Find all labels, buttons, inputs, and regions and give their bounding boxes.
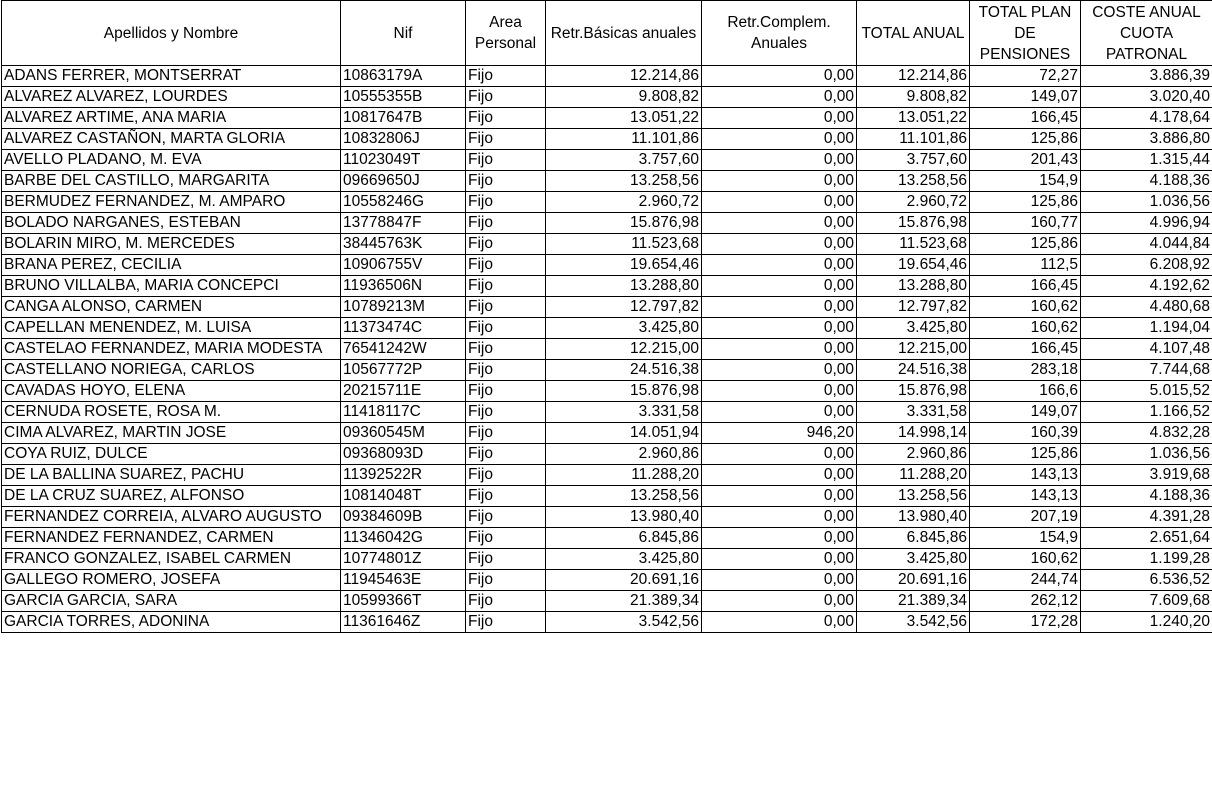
table-row — [2, 402, 1212, 423]
table-row — [2, 486, 1212, 507]
cell-complem: 0,00 — [702, 381, 857, 402]
cell-plan: 125,86 — [970, 129, 1081, 150]
cell-nif: 10906755V — [341, 255, 466, 276]
cell-nombre: COYA RUIZ, DULCE — [2, 444, 341, 465]
cell-nif: 11023049T — [341, 150, 466, 171]
cell-nombre: BERMUDEZ FERNANDEZ, M. AMPARO — [2, 192, 341, 213]
cell-nif: 11373474C — [341, 318, 466, 339]
cell-complem: 0,00 — [702, 87, 857, 108]
cell-complem: 0,00 — [702, 297, 857, 318]
cell-complem: 0,00 — [702, 549, 857, 570]
table-header — [2, 1, 1212, 66]
cell-coste: 6.536,52 — [1081, 570, 1212, 591]
cell-nif: 10555355B — [341, 87, 466, 108]
cell-coste: 1.240,20 — [1081, 612, 1212, 633]
cell-nif: 20215711E — [341, 381, 466, 402]
cell-nif: 10814048T — [341, 486, 466, 507]
cell-nif: 11392522R — [341, 465, 466, 486]
cell-complem: 0,00 — [702, 108, 857, 129]
cell-total: 11.101,86 — [857, 129, 970, 150]
cell-total: 24.516,38 — [857, 360, 970, 381]
cell-area: Fijo — [466, 276, 546, 297]
header-nombre: Apellidos y Nombre — [2, 1, 341, 66]
cell-nombre: CAVADAS HOYO, ELENA — [2, 381, 341, 402]
cell-nombre: FERNANDEZ FERNANDEZ, CARMEN — [2, 528, 341, 549]
cell-area: Fijo — [466, 171, 546, 192]
cell-nombre: CASTELLANO NORIEGA, CARLOS — [2, 360, 341, 381]
cell-total: 13.258,56 — [857, 486, 970, 507]
cell-coste: 4.044,84 — [1081, 234, 1212, 255]
table-row — [2, 297, 1212, 318]
cell-nif: 10599366T — [341, 591, 466, 612]
header-complem: Retr.Complem. Anuales — [702, 1, 857, 66]
cell-complem: 946,20 — [702, 423, 857, 444]
cell-basicas: 9.808,82 — [546, 87, 702, 108]
cell-area: Fijo — [466, 465, 546, 486]
table-row — [2, 213, 1212, 234]
cell-plan: 160,39 — [970, 423, 1081, 444]
cell-nombre: GARCIA GARCIA, SARA — [2, 591, 341, 612]
cell-nombre: GALLEGO ROMERO, JOSEFA — [2, 570, 341, 591]
cell-basicas: 12.797,82 — [546, 297, 702, 318]
cell-plan: 166,6 — [970, 381, 1081, 402]
cell-nombre: GARCIA TORRES, ADONINA — [2, 612, 341, 633]
cell-nombre: CIMA ALVAREZ, MARTIN JOSE — [2, 423, 341, 444]
cell-plan: 72,27 — [970, 66, 1081, 87]
cell-coste: 4.192,62 — [1081, 276, 1212, 297]
cell-nif: 09360545M — [341, 423, 466, 444]
cell-plan: 154,9 — [970, 528, 1081, 549]
cell-basicas: 3.757,60 — [546, 150, 702, 171]
cell-basicas: 13.258,56 — [546, 486, 702, 507]
table-row — [2, 528, 1212, 549]
cell-nombre: ALVAREZ ALVAREZ, LOURDES — [2, 87, 341, 108]
cell-plan: 207,19 — [970, 507, 1081, 528]
cell-total: 6.845,86 — [857, 528, 970, 549]
cell-complem: 0,00 — [702, 129, 857, 150]
table-row — [2, 612, 1212, 633]
cell-total: 11.288,20 — [857, 465, 970, 486]
cell-total: 12.797,82 — [857, 297, 970, 318]
cell-nif: 10789213M — [341, 297, 466, 318]
cell-nombre: ALVAREZ ARTIME, ANA MARIA — [2, 108, 341, 129]
cell-basicas: 13.288,80 — [546, 276, 702, 297]
table-row — [2, 276, 1212, 297]
cell-complem: 0,00 — [702, 486, 857, 507]
cell-basicas: 6.845,86 — [546, 528, 702, 549]
cell-area: Fijo — [466, 507, 546, 528]
cell-basicas: 11.288,20 — [546, 465, 702, 486]
cell-complem: 0,00 — [702, 402, 857, 423]
cell-nif: 09669650J — [341, 171, 466, 192]
table-row — [2, 171, 1212, 192]
cell-coste: 3.886,80 — [1081, 129, 1212, 150]
cell-basicas: 13.051,22 — [546, 108, 702, 129]
cell-total: 19.654,46 — [857, 255, 970, 276]
table-row — [2, 549, 1212, 570]
table-row — [2, 150, 1212, 171]
table-row — [2, 423, 1212, 444]
cell-plan: 160,62 — [970, 297, 1081, 318]
cell-coste: 2.651,64 — [1081, 528, 1212, 549]
cell-coste: 4.178,64 — [1081, 108, 1212, 129]
cell-plan: 160,62 — [970, 549, 1081, 570]
cell-plan: 262,12 — [970, 591, 1081, 612]
table-row — [2, 507, 1212, 528]
cell-total: 3.425,80 — [857, 549, 970, 570]
cell-basicas: 13.258,56 — [546, 171, 702, 192]
cell-coste: 3.886,39 — [1081, 66, 1212, 87]
cell-area: Fijo — [466, 402, 546, 423]
cell-complem: 0,00 — [702, 318, 857, 339]
cell-nombre: CASTELAO FERNANDEZ, MARIA MODESTA — [2, 339, 341, 360]
header-row — [2, 1, 1212, 66]
cell-nif: 38445763K — [341, 234, 466, 255]
cell-area: Fijo — [466, 150, 546, 171]
cell-nombre: FRANCO GONZALEZ, ISABEL CARMEN — [2, 549, 341, 570]
cell-area: Fijo — [466, 381, 546, 402]
cell-basicas: 14.051,94 — [546, 423, 702, 444]
header-total: TOTAL ANUAL — [857, 1, 970, 66]
table-row — [2, 465, 1212, 486]
cell-basicas: 11.523,68 — [546, 234, 702, 255]
cell-complem: 0,00 — [702, 570, 857, 591]
header-plan: TOTAL PLAN DE PENSIONES — [970, 1, 1081, 66]
cell-area: Fijo — [466, 318, 546, 339]
cell-coste: 1.315,44 — [1081, 150, 1212, 171]
cell-area: Fijo — [466, 297, 546, 318]
cell-plan: 112,5 — [970, 255, 1081, 276]
header-coste: COSTE ANUAL CUOTA PATRONAL — [1081, 1, 1212, 66]
cell-basicas: 3.425,80 — [546, 549, 702, 570]
cell-area: Fijo — [466, 549, 546, 570]
cell-plan: 154,9 — [970, 171, 1081, 192]
table-row — [2, 591, 1212, 612]
cell-coste: 4.391,28 — [1081, 507, 1212, 528]
cell-nombre: CANGA ALONSO, CARMEN — [2, 297, 341, 318]
cell-total: 13.258,56 — [857, 171, 970, 192]
cell-basicas: 2.960,86 — [546, 444, 702, 465]
cell-nombre: BARBE DEL CASTILLO, MARGARITA — [2, 171, 341, 192]
table-row — [2, 570, 1212, 591]
cell-area: Fijo — [466, 570, 546, 591]
table-body — [2, 66, 1212, 633]
cell-coste: 4.832,28 — [1081, 423, 1212, 444]
cell-area: Fijo — [466, 87, 546, 108]
cell-total: 13.051,22 — [857, 108, 970, 129]
cell-total: 15.876,98 — [857, 213, 970, 234]
cell-nombre: CAPELLAN MENENDEZ, M. LUISA — [2, 318, 341, 339]
cell-complem: 0,00 — [702, 339, 857, 360]
cell-total: 13.980,40 — [857, 507, 970, 528]
cell-basicas: 12.214,86 — [546, 66, 702, 87]
cell-nif: 10817647B — [341, 108, 466, 129]
cell-total: 12.215,00 — [857, 339, 970, 360]
cell-nif: 09368093D — [341, 444, 466, 465]
cell-complem: 0,00 — [702, 591, 857, 612]
cell-total: 9.808,82 — [857, 87, 970, 108]
cell-nif: 76541242W — [341, 339, 466, 360]
cell-coste: 6.208,92 — [1081, 255, 1212, 276]
table-row — [2, 444, 1212, 465]
cell-plan: 283,18 — [970, 360, 1081, 381]
cell-total: 15.876,98 — [857, 381, 970, 402]
header-nif: Nif — [341, 1, 466, 66]
cell-coste: 3.919,68 — [1081, 465, 1212, 486]
cell-total: 20.691,16 — [857, 570, 970, 591]
cell-coste: 1.166,52 — [1081, 402, 1212, 423]
table-row — [2, 192, 1212, 213]
cell-nif: 10832806J — [341, 129, 466, 150]
cell-plan: 166,45 — [970, 276, 1081, 297]
cell-nif: 11361646Z — [341, 612, 466, 633]
cell-complem: 0,00 — [702, 507, 857, 528]
cell-plan: 143,13 — [970, 486, 1081, 507]
cell-coste: 5.015,52 — [1081, 381, 1212, 402]
cell-coste: 4.480,68 — [1081, 297, 1212, 318]
cell-area: Fijo — [466, 66, 546, 87]
cell-basicas: 3.425,80 — [546, 318, 702, 339]
cell-plan: 149,07 — [970, 87, 1081, 108]
table-row — [2, 108, 1212, 129]
cell-plan: 160,62 — [970, 318, 1081, 339]
cell-plan: 172,28 — [970, 612, 1081, 633]
cell-complem: 0,00 — [702, 171, 857, 192]
cell-complem: 0,00 — [702, 360, 857, 381]
cell-total: 3.757,60 — [857, 150, 970, 171]
cell-coste: 1.199,28 — [1081, 549, 1212, 570]
cell-total: 2.960,72 — [857, 192, 970, 213]
cell-complem: 0,00 — [702, 192, 857, 213]
cell-complem: 0,00 — [702, 66, 857, 87]
cell-coste: 7.609,68 — [1081, 591, 1212, 612]
cell-area: Fijo — [466, 444, 546, 465]
cell-basicas: 21.389,34 — [546, 591, 702, 612]
cell-basicas: 24.516,38 — [546, 360, 702, 381]
cell-basicas: 2.960,72 — [546, 192, 702, 213]
cell-nombre: BRUNO VILLALBA, MARIA CONCEPCI — [2, 276, 341, 297]
cell-coste: 4.188,36 — [1081, 171, 1212, 192]
header-basicas: Retr.Básicas anuales — [546, 1, 702, 66]
cell-coste: 4.996,94 — [1081, 213, 1212, 234]
cell-nombre: DE LA CRUZ SUAREZ, ALFONSO — [2, 486, 341, 507]
cell-nombre: BOLADO NARGANES, ESTEBAN — [2, 213, 341, 234]
cell-area: Fijo — [466, 591, 546, 612]
cell-plan: 166,45 — [970, 339, 1081, 360]
cell-complem: 0,00 — [702, 528, 857, 549]
cell-nif: 11346042G — [341, 528, 466, 549]
cell-area: Fijo — [466, 192, 546, 213]
cell-total: 2.960,86 — [857, 444, 970, 465]
cell-total: 3.331,58 — [857, 402, 970, 423]
cell-plan: 125,86 — [970, 234, 1081, 255]
cell-plan: 201,43 — [970, 150, 1081, 171]
cell-complem: 0,00 — [702, 444, 857, 465]
cell-total: 3.542,56 — [857, 612, 970, 633]
cell-nif: 10863179A — [341, 66, 466, 87]
cell-area: Fijo — [466, 360, 546, 381]
cell-complem: 0,00 — [702, 465, 857, 486]
cell-total: 3.425,80 — [857, 318, 970, 339]
cell-basicas: 15.876,98 — [546, 213, 702, 234]
cell-complem: 0,00 — [702, 213, 857, 234]
cell-coste: 1.036,56 — [1081, 192, 1212, 213]
cell-plan: 125,86 — [970, 444, 1081, 465]
cell-nif: 11945463E — [341, 570, 466, 591]
cell-coste: 3.020,40 — [1081, 87, 1212, 108]
cell-area: Fijo — [466, 423, 546, 444]
table-row — [2, 87, 1212, 108]
cell-coste: 4.188,36 — [1081, 486, 1212, 507]
cell-coste: 1.194,04 — [1081, 318, 1212, 339]
cell-nif: 13778847F — [341, 213, 466, 234]
cell-plan: 149,07 — [970, 402, 1081, 423]
cell-area: Fijo — [466, 612, 546, 633]
table-row — [2, 360, 1212, 381]
cell-basicas: 3.331,58 — [546, 402, 702, 423]
table-row — [2, 234, 1212, 255]
header-area: Area Personal — [466, 1, 546, 66]
cell-total: 21.389,34 — [857, 591, 970, 612]
cell-nif: 11418117C — [341, 402, 466, 423]
cell-nombre: AVELLO PLADANO, M. EVA — [2, 150, 341, 171]
cell-basicas: 19.654,46 — [546, 255, 702, 276]
cell-total: 13.288,80 — [857, 276, 970, 297]
table-row — [2, 381, 1212, 402]
cell-area: Fijo — [466, 234, 546, 255]
cell-area: Fijo — [466, 528, 546, 549]
cell-complem: 0,00 — [702, 612, 857, 633]
cell-basicas: 11.101,86 — [546, 129, 702, 150]
cell-total: 14.998,14 — [857, 423, 970, 444]
cell-nif: 11936506N — [341, 276, 466, 297]
cell-nombre: CERNUDA ROSETE, ROSA M. — [2, 402, 341, 423]
cell-coste: 4.107,48 — [1081, 339, 1212, 360]
cell-nombre: FERNANDEZ CORREIA, ALVARO AUGUSTO — [2, 507, 341, 528]
table-row — [2, 318, 1212, 339]
table-row — [2, 255, 1212, 276]
cell-nif: 10774801Z — [341, 549, 466, 570]
salary-table — [1, 0, 1212, 633]
cell-complem: 0,00 — [702, 150, 857, 171]
cell-area: Fijo — [466, 486, 546, 507]
cell-complem: 0,00 — [702, 276, 857, 297]
cell-complem: 0,00 — [702, 234, 857, 255]
cell-nombre: BRANA PEREZ, CECILIA — [2, 255, 341, 276]
cell-area: Fijo — [466, 213, 546, 234]
cell-plan: 244,74 — [970, 570, 1081, 591]
cell-nombre: BOLARIN MIRO, M. MERCEDES — [2, 234, 341, 255]
cell-total: 12.214,86 — [857, 66, 970, 87]
cell-area: Fijo — [466, 255, 546, 276]
cell-plan: 160,77 — [970, 213, 1081, 234]
cell-basicas: 13.980,40 — [546, 507, 702, 528]
cell-nif: 10567772P — [341, 360, 466, 381]
cell-complem: 0,00 — [702, 255, 857, 276]
cell-nif: 10558246G — [341, 192, 466, 213]
cell-coste: 1.036,56 — [1081, 444, 1212, 465]
cell-nombre: ALVAREZ CASTAÑON, MARTA GLORIA — [2, 129, 341, 150]
cell-nombre: DE LA BALLINA SUAREZ, PACHU — [2, 465, 341, 486]
cell-area: Fijo — [466, 108, 546, 129]
cell-area: Fijo — [466, 339, 546, 360]
table-row — [2, 129, 1212, 150]
cell-plan: 166,45 — [970, 108, 1081, 129]
cell-plan: 143,13 — [970, 465, 1081, 486]
cell-area: Fijo — [466, 129, 546, 150]
cell-total: 11.523,68 — [857, 234, 970, 255]
cell-basicas: 15.876,98 — [546, 381, 702, 402]
cell-basicas: 12.215,00 — [546, 339, 702, 360]
cell-basicas: 20.691,16 — [546, 570, 702, 591]
cell-nombre: ADANS FERRER, MONTSERRAT — [2, 66, 341, 87]
cell-coste: 7.744,68 — [1081, 360, 1212, 381]
cell-plan: 125,86 — [970, 192, 1081, 213]
table-row — [2, 339, 1212, 360]
cell-basicas: 3.542,56 — [546, 612, 702, 633]
table-row — [2, 66, 1212, 87]
cell-nif: 09384609B — [341, 507, 466, 528]
